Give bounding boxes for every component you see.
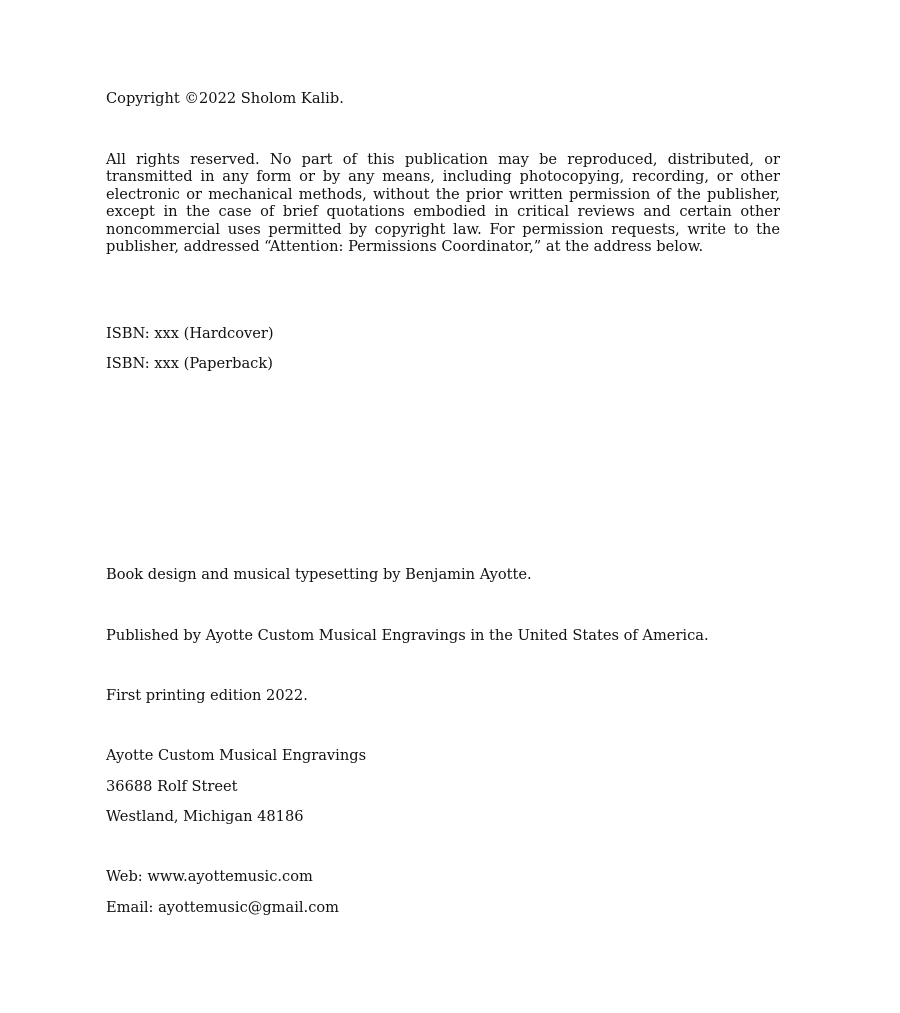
- design-credit: Book design and musical typesetting by Benjamin Ayotte.: [106, 566, 532, 583]
- publisher-line: Published by Ayotte Custom Musical Engravings in the United States of America.: [106, 627, 709, 644]
- address-street: 36688 Rolf Street: [106, 778, 238, 795]
- web-link[interactable]: Web: www.ayottemusic.com: [106, 868, 313, 885]
- address-name: Ayotte Custom Musical Engravings: [106, 747, 367, 764]
- email-link[interactable]: Email: ayottemusic@gmail.com: [106, 899, 339, 916]
- isbn-paperback: ISBN: xxx (Paperback): [106, 355, 273, 372]
- address-city: Westland, Michigan 48186: [106, 808, 304, 825]
- printing-edition: First printing edition 2022.: [106, 687, 308, 704]
- rights-paragraph: All rights reserved. No part of this publication may be reproduced, distributed, or transmitted in any form or by any means, including photocopying, recording, or other electronic or mechanical methods, without the prior written permission of the publisher, except in the case of brief quotations embodied in critical reviews and certain other noncommercial uses permitted by copyright law. For permission requests, write to the publisher, addressed “Attention: Permissions Coordinator,” at the address below.: [106, 151, 780, 256]
- copyright-line: Copyright ©2022 Sholom Kalib.: [106, 90, 344, 107]
- isbn-hardcover: ISBN: xxx (Hardcover): [106, 325, 274, 342]
